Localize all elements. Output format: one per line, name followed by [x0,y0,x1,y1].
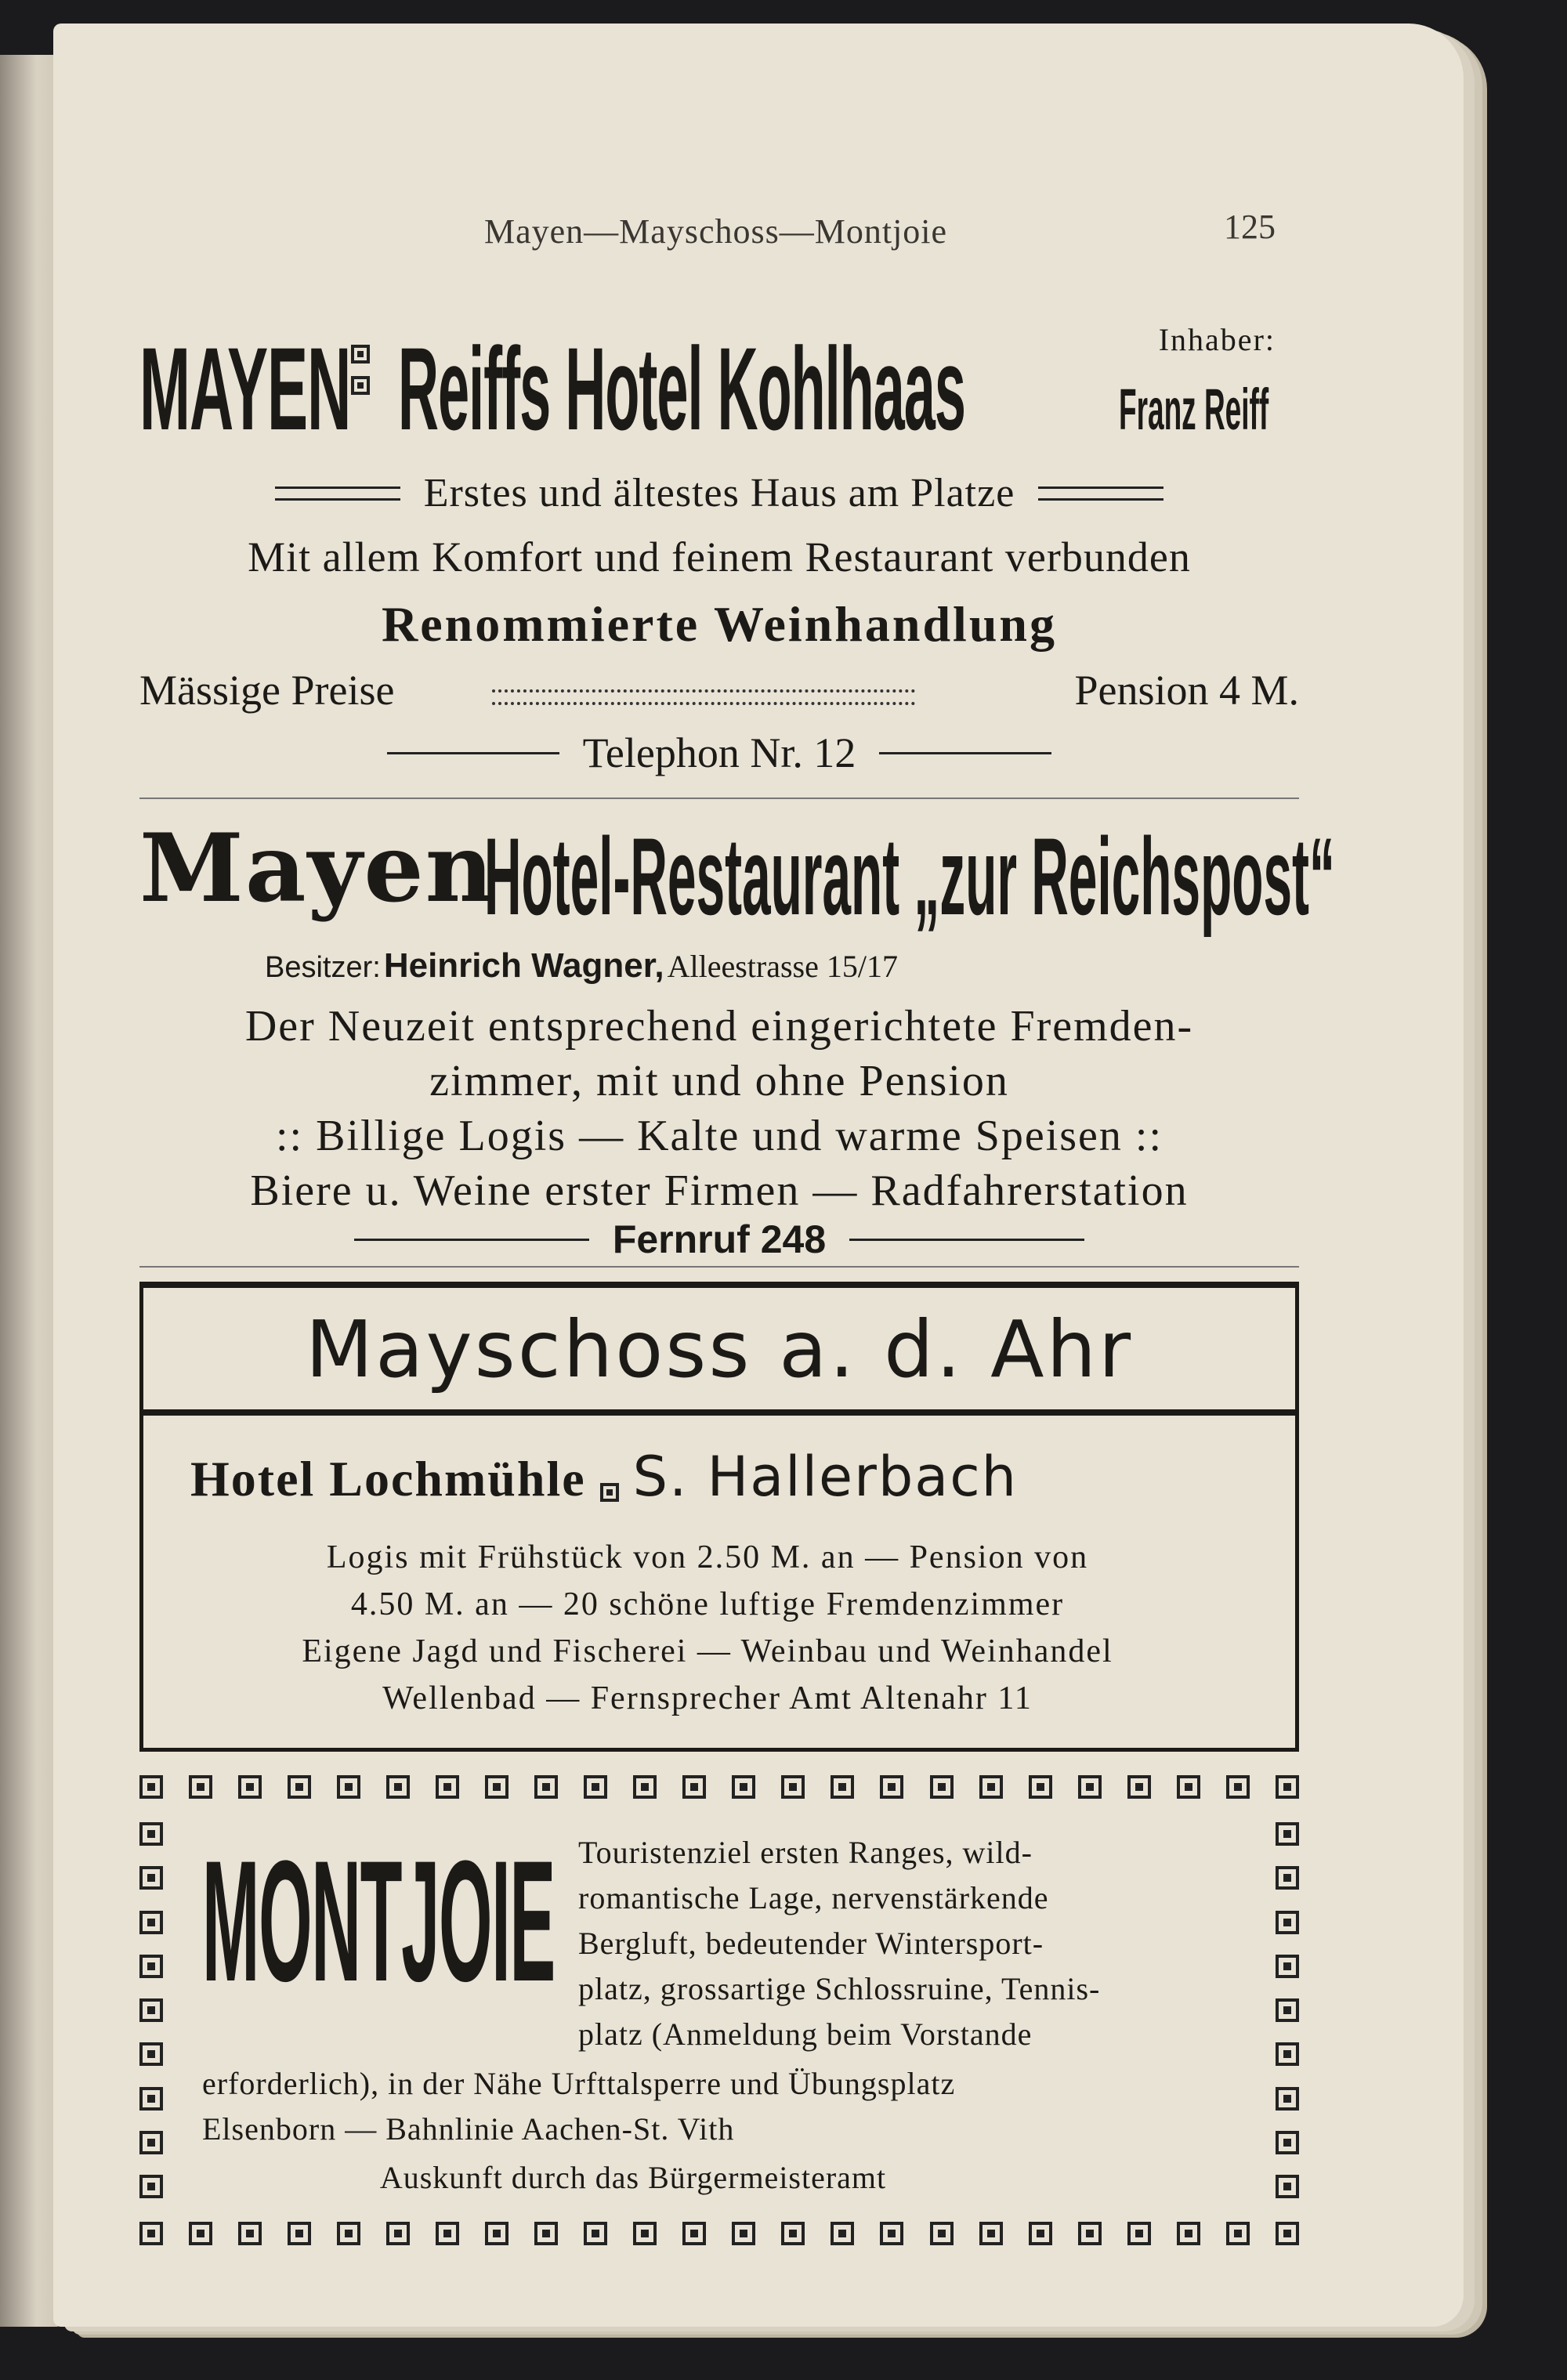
ornament-square-icon [682,1775,706,1799]
ornament-square-icon [979,2222,1003,2245]
ad1-line1: Erstes und ältestes Haus am Platze [423,471,1015,515]
ornament-square-icon [534,2222,558,2245]
ad1-line2: Mit allem Komfort und feinem Restaurant verbunden [248,534,1191,581]
ornament-square-icon [139,1911,163,1934]
ornament-square-icon [682,2222,706,2245]
ad1-phone-row [139,729,1299,777]
ad4-line1: erforderlich), in der Nähe Urfttalsperre und Übungsplatz [202,2066,956,2101]
ornament-square-icon [1226,2222,1250,2245]
ornament-square-icon [633,2222,657,2245]
ornament-line [492,689,915,705]
ad-lochmuehle [139,1282,1299,1752]
ad1-line1-row [139,470,1299,516]
ornament-square-icon [436,1775,459,1799]
ornament-square-icon [238,1775,262,1799]
ornament-square-icon [139,1866,163,1890]
ornament-square-icon [1078,2222,1102,2245]
ad3-line1: Logis mit Frühstück von 2.50 M. an — Pension von [326,1539,1089,1575]
ad1-phone: Telephon Nr. 12 [582,729,856,776]
ad4-intro-line: platz, grossartige Schlossruine, Tennis- [578,1971,1101,2006]
ornament-square-icon [386,1775,410,1799]
ornament-square-icon [189,2222,212,2245]
ad3-hotel-name: Hotel Lochmühle [190,1451,586,1506]
ad2-hotel-name: Hotel-Restaurant „zur Reichspost“ [484,815,1335,938]
ornament-square-icon [1078,1775,1102,1799]
ornament-square-icon [139,2042,163,2066]
ornament-border-bottom [139,2222,1299,2245]
ornament-square-icon [633,1775,657,1799]
ad1-owner-label: Inhaber: [1158,322,1276,357]
running-head [139,208,1299,259]
ad2-owner: Heinrich Wagner, [383,946,664,985]
ornament-square-icon [1276,2222,1299,2245]
ornament-square-icon [485,2222,508,2245]
ad1-prices: Mässige Preise [139,667,395,714]
ornament-square-icon [880,1775,903,1799]
ornament-square-icon [781,2222,805,2245]
ad2-line4: Biere u. Weine erster Firmen — Radfahrerstation [250,1166,1189,1215]
ornament-border-left [139,1822,163,2198]
ad1-place: MAYEN [139,323,351,454]
ornament-square-icon [1029,2222,1052,2245]
ad1-hotel-name: Reiffs Hotel Kohlhaas [398,323,965,454]
ad4-place: MONTJOIE [202,1825,555,2017]
ornament-square-icon [139,2131,163,2154]
ornament-square-icon [1276,1866,1299,1890]
ad2-line3: :: Billige Logis — Kalte und warme Speisen :: [275,1112,1163,1160]
ornament-square-icon [1276,1998,1299,2022]
ad3-place: Mayschoss a. d. Ahr [305,1304,1134,1395]
ornament-square-icon [1177,1775,1200,1799]
ornament-square-icon [337,2222,360,2245]
ad3-hotel-row [190,1445,1248,1509]
ornament-square-icon [1276,2175,1299,2198]
ad4-intro [578,1830,1244,2057]
rule [387,752,559,754]
ad3-line3: Eigene Jagd und Fischerei — Weinbau und Weinhandel [302,1633,1113,1669]
ornament-square-icon [189,1775,212,1799]
ad4-line2: Elsenborn — Bahnlinie Aachen-St. Vith [202,2111,735,2147]
ornament-border-right [1276,1822,1299,2198]
ornament-square-icon [139,2087,163,2111]
ad1-owner: Franz Reiff [1119,377,1269,442]
ornament-square-icon [139,1822,163,1846]
double-rule [1038,486,1163,501]
ornament-square-icon [930,2222,954,2245]
ad-divider [139,798,1299,799]
ornament-square-icon [1276,1911,1299,1934]
ornament-square-icon [1127,1775,1151,1799]
ornament-square-icon [386,2222,410,2245]
ornament-square-icon [1177,2222,1200,2245]
ad2-address: Alleestrasse 15/17 [667,949,898,984]
ad3-line2: 4.50 M. an — 20 schöne luftige Fremdenzimmer [350,1586,1065,1622]
ad-montjoie [139,1775,1299,2253]
ornament-square-icon [288,1775,311,1799]
ornament-square-icon [930,1775,954,1799]
ad-reichspost [139,813,1335,1261]
ornament-square-icon [584,1775,607,1799]
ornament-square-icon [1276,2087,1299,2111]
ornament-square-icon [485,1775,508,1799]
running-head-title: Mayen—Mayschoss—Montjoie [484,212,948,251]
page-content [139,313,1335,2253]
ornament-square-icon [238,2222,262,2245]
page-number: 125 [1224,208,1276,246]
ad4-line3: Auskunft durch das Bürgermeisteramt [379,2160,887,2195]
ad1-prices-row [139,666,1299,721]
book-page [53,24,1464,2327]
ornament-square-icon [1276,2042,1299,2066]
ornament-square-icon [534,1775,558,1799]
ornament-square-icon [139,2175,163,2198]
ornament-square-icon [1276,2131,1299,2154]
ornament-square-icon [979,1775,1003,1799]
ornament-square-icon [139,1998,163,2022]
ornament-square-icon [436,2222,459,2245]
ad2-phone: Fernruf 248 [612,1217,827,1261]
ad2-owner-row [265,946,1283,986]
ad1-line3: Renommierte Weinhandlung [382,596,1057,652]
ornament-border-top [139,1775,1299,1799]
rule [879,752,1051,754]
ornament-square-icon [831,1775,854,1799]
ornament-square-icon [732,2222,755,2245]
ad4-intro-line: Bergluft, bedeutender Wintersport- [578,1926,1044,1961]
double-rule [275,486,400,501]
ad3-owner: S. Hallerbach [632,1445,1019,1509]
rule [849,1239,1084,1241]
ornament-square-icon [1127,2222,1151,2245]
ornament-square-icon [880,2222,903,2245]
ad4-intro-line: Touristenziel ersten Ranges, wild- [578,1835,1033,1870]
ad1-separator-icon [351,345,370,395]
ad3-header-rule [143,1409,1295,1416]
ornament-square-icon [337,1775,360,1799]
ad2-line2: zimmer, mit und ohne Pension [429,1057,1009,1105]
ornament-square-icon [1276,1955,1299,1978]
ornament-square-icon [1276,1822,1299,1846]
ad2-place: Mayen [139,813,495,924]
ornament-square-icon [288,2222,311,2245]
ornament-square-icon [732,1775,755,1799]
ornament-square-icon [584,2222,607,2245]
left-page-edge [0,55,61,2327]
ornament-square-icon [351,345,370,364]
ad-divider [139,1266,1299,1268]
ad4-intro-line: romantische Lage, nervenstärkende [578,1880,1049,1915]
ad2-line1: Der Neuzeit entsprechend eingerichtete Fremden- [244,1002,1194,1051]
ad3-separator-icon [600,1483,619,1502]
ad2-owner-label: Besitzer: [265,951,381,984]
ornament-square-icon [351,376,370,395]
ornament-square-icon [139,2222,163,2245]
ornament-square-icon [781,1775,805,1799]
ad2-phone-row [139,1217,1299,1262]
ornament-square-icon [1276,1775,1299,1799]
rule [354,1239,589,1241]
ornament-square-icon [139,1775,163,1799]
ornament-square-icon [1029,1775,1052,1799]
ornament-square-icon [831,2222,854,2245]
ad4-intro-line: platz (Anmeldung beim Vorstande [578,2016,1033,2052]
ad1-pension: Pension 4 M. [1074,667,1299,714]
ornament-square-icon [139,1955,163,1978]
ad-reiffs-hotel [139,313,1299,783]
ornament-square-icon [1226,1775,1250,1799]
ad3-line4: Wellenbad — Fernsprecher Amt Altenahr 11 [382,1680,1033,1716]
